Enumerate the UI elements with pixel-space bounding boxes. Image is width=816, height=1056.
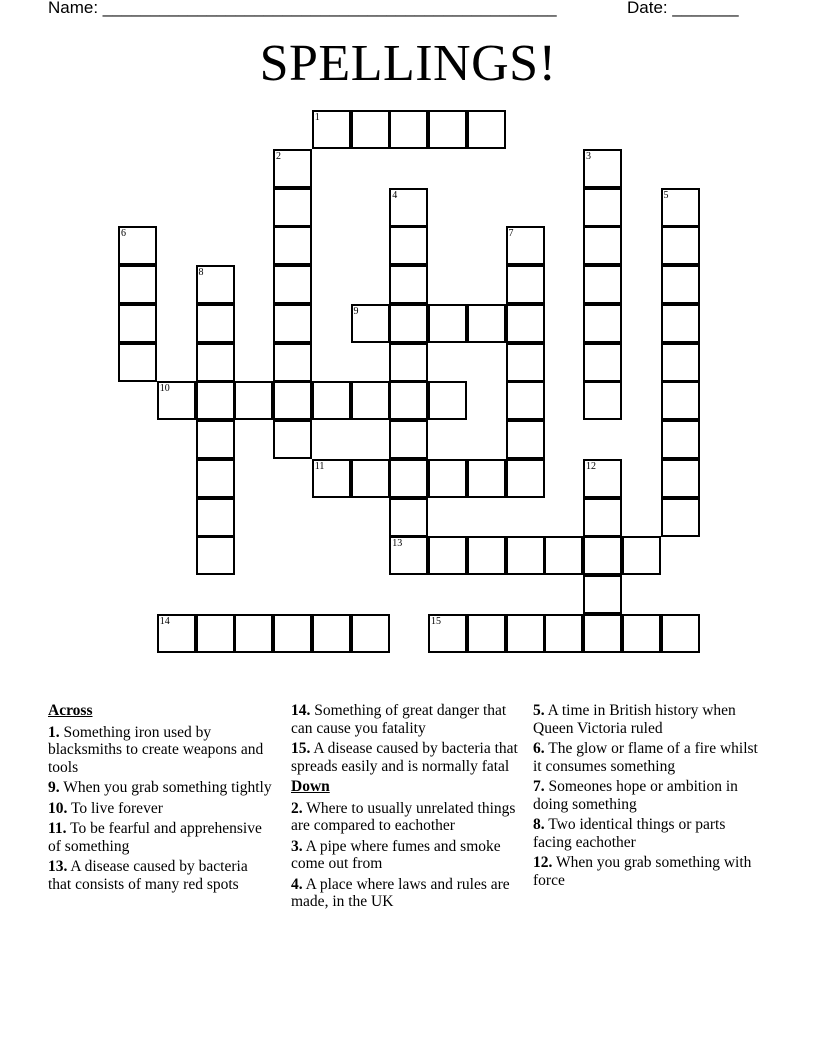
clue-down-3	[291, 838, 519, 873]
clue-number-label: 3	[586, 150, 591, 162]
crossword-cell[interactable]	[661, 614, 700, 653]
crossword-cell[interactable]	[583, 498, 622, 537]
clue-number-label: 14	[159, 615, 170, 627]
crossword-cell[interactable]	[661, 343, 700, 382]
crossword-cell[interactable]	[428, 304, 467, 343]
clue-across-9	[48, 779, 273, 797]
page-title: SPELLINGS!	[259, 35, 557, 92]
crossword-cell[interactable]	[234, 381, 273, 420]
date-field-label[interactable]: Date: _______	[627, 0, 739, 17]
clue-number-label: 6	[121, 228, 126, 240]
clue-down-8	[533, 816, 758, 851]
crossword-cell[interactable]	[506, 304, 545, 343]
clue-down-7	[533, 778, 758, 813]
crossword-cell[interactable]	[544, 536, 583, 575]
crossword-cell[interactable]	[467, 459, 506, 498]
clue-across-11	[48, 820, 273, 855]
crossword-cell[interactable]	[118, 343, 157, 382]
clue-across-10	[48, 800, 273, 818]
crossword-cell[interactable]	[428, 614, 467, 653]
crossword-cell[interactable]	[273, 420, 312, 459]
crossword-cell[interactable]	[273, 381, 312, 420]
clue-down-6	[533, 740, 758, 775]
clues-column-2	[291, 702, 519, 914]
clue-number-label: 5	[663, 189, 669, 201]
clue-number: 7.	[533, 778, 545, 795]
crossword-cell[interactable]	[312, 459, 351, 498]
crossword-cell[interactable]	[467, 536, 506, 575]
crossword-cell[interactable]	[273, 304, 312, 343]
crossword-cell[interactable]	[351, 110, 390, 149]
crossword-cell[interactable]	[273, 343, 312, 382]
crossword-cell[interactable]	[234, 614, 273, 653]
crossword-cell[interactable]	[389, 420, 428, 459]
clue-number-label: 4	[392, 189, 398, 201]
crossword-cell[interactable]	[428, 459, 467, 498]
crossword-cell[interactable]	[389, 265, 428, 304]
clue-number: 15.	[291, 740, 311, 757]
crossword-cell[interactable]	[118, 265, 157, 304]
crossword-cell[interactable]	[583, 304, 622, 343]
crossword-cell[interactable]	[273, 188, 312, 227]
across-heading: Across	[48, 702, 93, 719]
crossword-cell[interactable]	[389, 536, 428, 575]
crossword-cell[interactable]	[661, 304, 700, 343]
clue-number: 10.	[48, 799, 68, 817]
crossword-cell[interactable]	[389, 343, 428, 382]
clue-number: 12.	[533, 854, 553, 871]
clue-number-label: 8	[198, 267, 204, 278]
clue-text: To be fearful and apprehensive of something	[48, 820, 262, 855]
crossword-cell[interactable]	[622, 536, 661, 575]
clue-text: A pipe where fumes and smoke come out from	[291, 837, 501, 872]
clue-number: 4.	[291, 875, 303, 893]
crossword-cell[interactable]	[661, 420, 700, 459]
clue-number-label: 1	[314, 112, 320, 123]
crossword-cell[interactable]	[583, 149, 622, 188]
crossword-cell[interactable]	[583, 459, 622, 498]
crossword-cell[interactable]	[583, 343, 622, 382]
clue-number: 1.	[48, 723, 60, 741]
crossword-cell[interactable]	[118, 304, 157, 343]
crossword-cell[interactable]	[157, 381, 196, 420]
crossword-cell[interactable]	[506, 536, 545, 575]
clue-across-1	[48, 724, 273, 777]
crossword-cell[interactable]	[622, 614, 661, 653]
crossword-cell[interactable]	[661, 498, 700, 537]
crossword-cell[interactable]	[544, 614, 583, 653]
crossword-cell[interactable]	[506, 381, 545, 420]
crossword-cell[interactable]	[389, 226, 428, 265]
clue-down-4	[291, 876, 519, 911]
clue-text: To live forever	[70, 799, 163, 817]
clue-number: 3.	[291, 837, 303, 855]
crossword-cell[interactable]	[196, 536, 235, 575]
crossword-cell[interactable]	[312, 614, 351, 653]
clue-text: Something iron used by blacksmiths to create weapons and tools	[48, 723, 264, 776]
crossword-cell[interactable]	[661, 381, 700, 420]
crossword-cell[interactable]	[428, 536, 467, 575]
clue-number: 13.	[48, 858, 68, 875]
clue-text: A time in British history when Queen Victoria ruled	[533, 702, 736, 737]
clue-number: 9.	[48, 779, 60, 796]
crossword-cell[interactable]	[157, 614, 196, 653]
crossword-cell[interactable]	[389, 110, 428, 149]
crossword-cell[interactable]	[351, 459, 390, 498]
crossword-cell[interactable]	[196, 614, 235, 653]
crossword-cell[interactable]	[351, 614, 390, 653]
clue-number-label: 7	[508, 228, 514, 240]
clue-across-14	[291, 702, 519, 737]
crossword-cell[interactable]	[428, 110, 467, 149]
crossword-cell[interactable]	[661, 188, 700, 227]
crossword-cell[interactable]	[196, 343, 235, 382]
clue-across-15	[291, 740, 519, 775]
crossword-cell[interactable]	[196, 498, 235, 537]
crossword-cell[interactable]	[583, 188, 622, 227]
crossword-cell[interactable]	[583, 226, 622, 265]
clue-text: Two identical things or parts facing eachother	[533, 816, 726, 851]
crossword-cell[interactable]	[389, 304, 428, 343]
crossword-cell[interactable]	[389, 381, 428, 420]
name-field-label[interactable]: Name: ________________________________________________	[48, 0, 557, 17]
clue-across-13	[48, 858, 273, 893]
clue-number: 11.	[48, 820, 67, 837]
clue-number-label: 13	[392, 538, 403, 550]
clue-number: 6.	[533, 740, 545, 757]
crossword-cell[interactable]	[506, 420, 545, 459]
clue-down-2	[291, 800, 519, 835]
clue-number-label: 9	[353, 305, 359, 317]
crossword-cell[interactable]	[467, 614, 506, 653]
crossword-cell[interactable]	[506, 343, 545, 382]
crossword-cell[interactable]	[196, 381, 235, 420]
crossword-cell[interactable]	[506, 459, 545, 498]
clue-down-5	[533, 702, 758, 737]
crossword-cell[interactable]	[389, 498, 428, 537]
clue-number-label: 12	[586, 460, 596, 472]
down-heading: Down	[291, 778, 330, 795]
clue-text: A place where laws and rules are made, in the UK	[291, 875, 510, 910]
crossword-cell[interactable]	[661, 459, 700, 498]
clue-number-label: 10	[159, 383, 170, 395]
crossword-cell[interactable]	[583, 575, 622, 614]
crossword-cell[interactable]	[661, 265, 700, 304]
crossword-cell[interactable]	[312, 110, 351, 149]
clue-down-12	[533, 854, 758, 889]
clue-text: A disease caused by bacteria that spreads easily and is normally fatal	[291, 740, 518, 775]
crossword-cell[interactable]	[196, 459, 235, 498]
clues-column-1	[48, 702, 273, 896]
crossword-cell[interactable]	[428, 381, 467, 420]
crossword-cell[interactable]	[196, 304, 235, 343]
crossword-cell[interactable]	[583, 536, 622, 575]
clue-text: Where to usually unrelated things are compared to eachother	[291, 799, 516, 834]
clue-text: Someones hope or ambition in doing something	[533, 778, 738, 813]
crossword-cell[interactable]	[273, 149, 312, 188]
clue-text: A disease caused by bacteria that consists of many red spots	[48, 858, 248, 893]
crossword-cell[interactable]	[389, 188, 428, 227]
crossword-cell[interactable]	[506, 226, 545, 265]
crossword-cell[interactable]	[583, 381, 622, 420]
crossword-cell[interactable]	[506, 614, 545, 653]
crossword-cell[interactable]	[506, 265, 545, 304]
clue-text: When you grab something with force	[533, 854, 752, 889]
crossword-cell[interactable]	[351, 304, 390, 343]
crossword-cell[interactable]	[351, 381, 390, 420]
clue-number-label: 11	[314, 460, 325, 472]
clues-column-3	[533, 702, 758, 892]
clue-number-label: 2	[276, 150, 281, 162]
crossword-cell[interactable]	[389, 459, 428, 498]
clue-number: 2.	[291, 799, 303, 817]
crossword-cell[interactable]	[583, 614, 622, 653]
crossword-cell[interactable]	[467, 110, 506, 149]
crossword-cell[interactable]	[196, 265, 235, 304]
crossword-cell[interactable]	[467, 304, 506, 343]
crossword-cell[interactable]	[661, 226, 700, 265]
crossword-cell[interactable]	[196, 420, 235, 459]
crossword-cell[interactable]	[273, 614, 312, 653]
crossword-cell[interactable]	[583, 265, 622, 304]
crossword-cell[interactable]	[273, 226, 312, 265]
clue-text: Something of great danger that can cause you fatality	[291, 702, 507, 737]
crossword-cell[interactable]	[273, 265, 312, 304]
clue-number: 14.	[291, 702, 311, 719]
crossword-cell[interactable]	[118, 226, 157, 265]
clue-text: When you grab something tightly	[63, 779, 272, 796]
clue-number-label: 15	[431, 615, 441, 627]
crossword-cell[interactable]	[312, 381, 351, 420]
clue-text: The glow or flame of a fire whilst it consumes something	[533, 740, 758, 775]
clue-number: 8.	[533, 816, 545, 833]
clue-number: 5.	[533, 702, 545, 719]
